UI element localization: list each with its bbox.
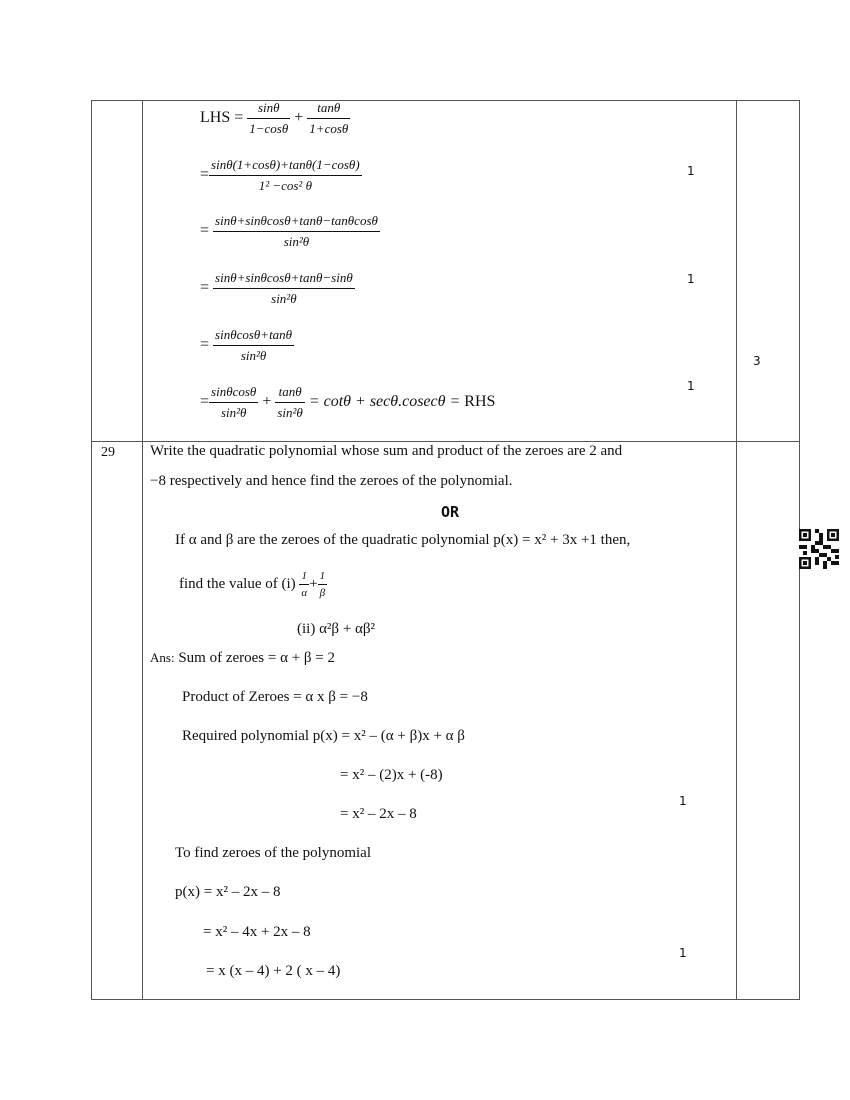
step-5: = $\frac{\sin\theta\cos\theta+\tan\theta}{\text{sin²θ}}$ xyxy=(200,327,293,363)
fraction: $\frac{\tan\theta}{1+\cos\theta}$ xyxy=(309,100,349,136)
rhs-label: RHS xyxy=(464,393,496,411)
alt-line-2-prefix: find the value of (i) xyxy=(179,575,296,592)
or-label: OR xyxy=(441,503,460,521)
fraction: $\frac{\sin\theta+\sin\theta\cos\theta+\tan\theta-\tan\theta\cos\theta}{\text{sin²θ}}$ xyxy=(215,213,378,249)
qr-code-icon xyxy=(799,529,839,569)
question-line-1: Write the quadratic polynomial whose sum and product of the zeroes are 2 and xyxy=(150,443,623,459)
factor-step-3: = x (x – 4) + 2 ( x – 4) xyxy=(206,963,341,979)
column-divider-marks xyxy=(736,100,737,1000)
alternative-question-line-2: find the value of (i) $\frac{1}{\alpha}$ + $\frac{1}{\beta}$ xyxy=(179,570,326,599)
table-border-top xyxy=(91,100,800,101)
factor-step-2: = x² – 4x + 2x – 8 xyxy=(203,924,311,940)
find-zeroes-heading: To find zeroes of the polynomial xyxy=(175,845,371,861)
step-6: = $\frac{\sin\theta\cos\theta}{\text{sin²θ}}$ + $\frac{\tan\theta}{\text{sin²θ}}$ = cotθ + secθ.cosecθ = RHS xyxy=(200,384,496,420)
answer-step-2: = x² – 2x – 8 xyxy=(340,806,417,822)
step-6-rest: = cotθ + secθ.cosecθ = xyxy=(308,393,465,411)
fraction: $\frac{\tan\theta}{\text{sin²θ}}$ xyxy=(277,384,303,420)
alternative-question-line-3: (ii) α²β + αβ² xyxy=(297,621,376,637)
lhs-expression: LHS = $\frac{\sin\theta}{1-\cos\theta}$ + $\frac{\tan\theta}{1+\cos\theta}$ xyxy=(200,100,349,136)
fraction: $\frac{\sin\theta(1+\cos\theta)+\tan\theta(1-\cos\theta)}{\text{1² −cos² θ}}$ xyxy=(211,157,360,193)
fraction: $\frac{1}{\alpha}$ xyxy=(301,570,308,599)
table-border-bottom xyxy=(91,999,800,1000)
fraction: $\frac{\sin\theta\cos\theta}{\text{sin²θ}}$ xyxy=(211,384,257,420)
mark: 1 xyxy=(679,946,687,960)
answer-step-1: = x² – (2)x + (-8) xyxy=(340,767,443,783)
factor-step-1: p(x) = x² – 2x – 8 xyxy=(175,884,281,900)
answer-sum xyxy=(150,650,335,667)
alternative-question-line-1: If α and β are the zeroes of the quadratic polynomial p(x) = x² + 3x +1 then, xyxy=(175,532,631,548)
mark: 1 xyxy=(687,272,695,286)
step-4: = $\frac{\sin\theta+\sin\theta\cos\theta+\tan\theta-\sin\theta}{\text{sin²θ}}$ xyxy=(200,270,353,306)
mark: 1 xyxy=(687,164,695,178)
column-divider-number xyxy=(142,100,143,1000)
answer-product: Product of Zeroes = α x β = −8 xyxy=(182,689,368,705)
fraction: $\frac{\sin\theta\cos\theta+\tan\theta}{\text{sin²θ}}$ xyxy=(215,327,293,363)
fraction: $\frac{1}{\beta}$ xyxy=(319,570,326,599)
fraction: $\frac{\sin\theta+\sin\theta\cos\theta+\tan\theta-\sin\theta}{\text{sin²θ}}$ xyxy=(215,270,353,306)
mark: 1 xyxy=(687,379,695,393)
total-marks: 3 xyxy=(753,354,761,368)
answer-label: Ans: xyxy=(150,650,175,665)
question-number: 29 xyxy=(101,445,115,460)
step-2: = $\frac{\sin\theta(1+\cos\theta)+\tan\theta(1-\cos\theta)}{\text{1² −cos² θ}}$ xyxy=(200,157,360,193)
answer-sum-text: Sum of zeroes = α + β = 2 xyxy=(178,650,335,666)
row-divider xyxy=(91,441,800,442)
mark: 1 xyxy=(679,794,687,808)
lhs-label: LHS xyxy=(200,109,231,127)
question-line-2: −8 respectively and hence find the zeroes of the polynomial. xyxy=(150,473,513,489)
table-border-left xyxy=(91,100,92,1000)
answer-required-polynomial: Required polynomial p(x) = x² – (α + β)x + α β xyxy=(182,728,465,744)
fraction: $\frac{\sin\theta}{1-\cos\theta}$ xyxy=(249,100,289,136)
step-3: = $\frac{\sin\theta+\sin\theta\cos\theta+\tan\theta-\tan\theta\cos\theta}{\text{sin²θ}}$ xyxy=(200,213,378,249)
